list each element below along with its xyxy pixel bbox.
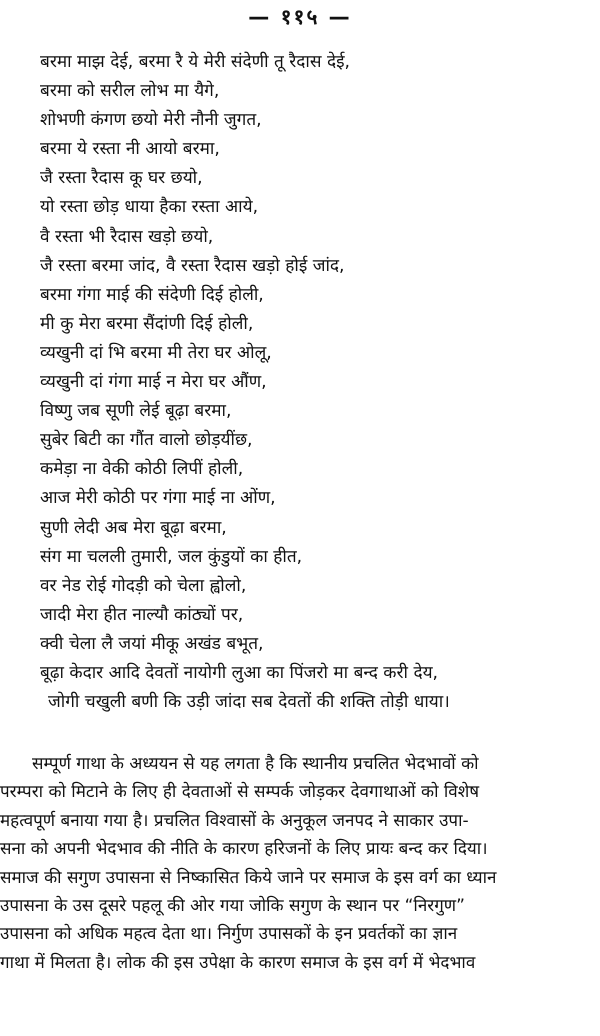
verse-line: यो रस्ता छोड़ धाया हैका रस्ता आये, — [40, 197, 259, 218]
verse-line: आज मेरी कोठी पर गंगा माई ना ओंण, — [40, 488, 276, 509]
verse-line: कमेड़ा ना वेकी कोठी लिपीं होली, — [40, 459, 244, 480]
prose-line: सम्पूर्ण गाथा के अध्ययन से यह लगता है कि स्थानीय प्रचलित भेदभावों को — [32, 754, 479, 774]
verse-line: संग मा चलली तुमारी, जल कुंडुयों का हीत, — [40, 546, 303, 567]
verse-line: जै रस्ता रैदास कू घर छयो, — [40, 168, 203, 189]
verse-line: बूढ़ा केदार आदि देवतों नायोगी लुआ का पिंजरो मा बन्द करी देय, — [40, 662, 439, 683]
verse-line: बरमा गंगा माई की संदेणी दिई होली, — [40, 284, 264, 305]
verse-line: बरमा को सरील लोभ मा यैगे, — [40, 81, 220, 102]
verse-line: व्यखुनी दां गंगा माई न मेरा घर औंण, — [40, 372, 267, 393]
verse-line: व्यखुनी दां भि बरमा मी तेरा घर ओलू, — [40, 342, 272, 363]
verse-line: सुबेर बिटी का गौंत वालो छोड़यींछ, — [40, 430, 253, 451]
prose-line: गाथा में मिलता है। लोक की इस उपेक्षा के कारण समाज के इस वर्ग में भेदभाव — [0, 952, 476, 973]
verse-line: वै रस्ता भी रैदास खड़ो छयो, — [40, 226, 214, 247]
prose-line: परम्परा को मिटाने के लिए ही देवताओं से सम्पर्क जोड़कर देवगाथाओं को विशेष — [0, 782, 480, 803]
verse-line: जादी मेरा हीत नाल्यौ कांठ्यों पर, — [40, 604, 244, 625]
verse-line: जै रस्ता बरमा जांद, वै रस्ता रैदास खड़ो होई जांद, — [40, 255, 345, 276]
verse-line: शोभणी कंगण छयो मेरी नौनी जुगत, — [40, 110, 262, 131]
verse-line: मी कु मेरा बरमा सैंदांणी दिई होली, — [40, 313, 254, 334]
verse-line: क्वी चेला लै जयां मीकू अखंड बभूत, — [40, 633, 264, 654]
prose-line: उपासना के उस दूसरे पहलू की ओर गया जोकि सगुण के स्थान पर “निरगुण” — [0, 895, 465, 916]
prose-line: महत्वपूर्ण बनाया गया है। प्रचलित विश्वासों के अनुकूल जनपद ने साकार उपा- — [0, 810, 469, 831]
page-number: — ११५ — — [248, 5, 352, 29]
verse-line: बरमा ये रस्ता नी आयो बरमा, — [40, 139, 220, 160]
verse-line: सुणी लेदी अब मेरा बूढ़ा बरमा, — [40, 517, 227, 538]
verse-line: जोगी चखुली बणी कि उड़ी जांदा सब देवतों की शक्ति तोड़ी धाया। — [48, 692, 450, 713]
prose-line: समाज की सगुण उपासना से निष्कासित किये जाने पर समाज के इस वर्ग का ध्यान — [0, 867, 497, 888]
verse-line: बरमा माझ देई, बरमा रै ये मेरी संदेणी तू रैदास देई, — [40, 52, 350, 72]
verse-block — [40, 48, 588, 717]
prose-line: उपासना को अधिक महत्व देता था। निर्गुण उपासकों के इन प्रवर्तकों का ज्ञान — [0, 924, 458, 945]
prose-paragraph — [0, 750, 596, 977]
verse-line: विष्णु जब सूणी लेई बूढ़ा बरमा, — [40, 401, 232, 422]
verse-line: वर नेड रोई गोदड़ी को चेला ह्वोलो, — [40, 575, 247, 596]
prose-line: सना को अपनी भेदभाव की नीति के कारण हरिजनों के लिए प्रायः बन्द कर दिया। — [0, 839, 488, 860]
